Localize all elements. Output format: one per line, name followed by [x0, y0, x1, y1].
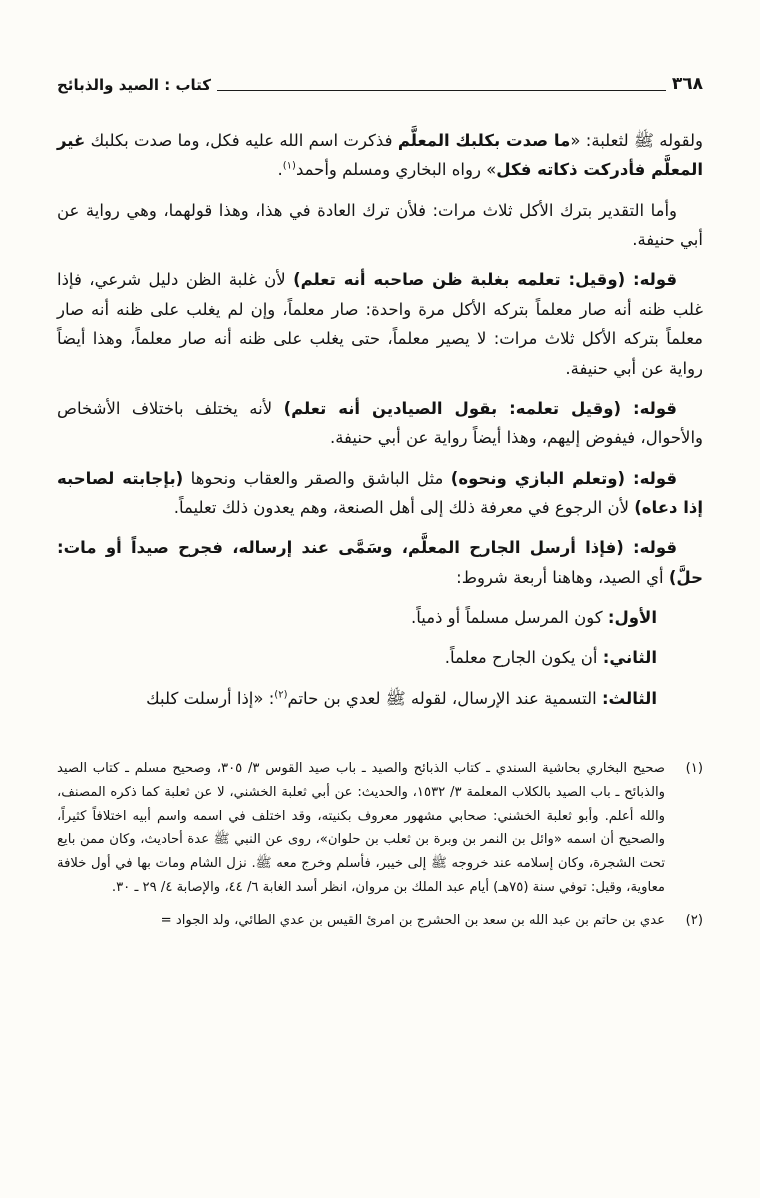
emphasis-text: قوله: (وقيل تعلمه: بقول الصيادين أنه تعلم) [283, 398, 677, 418]
emphasis-text: قوله: (فإذا أرسل الجارح المعلَّم، وسَمَّى عند إرساله، فجرح صيداً أو مات: حلَّ) [57, 538, 703, 587]
footnotes [57, 757, 703, 932]
text-run: لأن غلبة الظن دليل شرعي، فإذا غلب ظنه أنه صار معلماً بتركه الأكل مرة واحدة: صار معلماً، وإن لم يغلب على ظنه أنه صار معلماً بتركه الأكل ثلاث مرات: لا يصير معلماً، حتى يغلب على ظنه أنه صار معلماً، وهذا أيضاً رواية عن أبي حنيفة. [57, 270, 703, 378]
paragraph [57, 265, 703, 382]
footnote-marker: (٢) [685, 912, 703, 928]
text-run: لأن الرجوع في معرفة ذلك إلى أهل الصنعة، وهم يعدون ذلك تعليماً. [173, 497, 635, 517]
page-header [57, 74, 703, 94]
footnote-marker: (١) [685, 761, 703, 777]
footnote-text: صحيح البخاري بحاشية السندي ـ كتاب الذبائح والصيد ـ باب صيد القوس ٣/ ٣٠٥، وصحيح مسلم ـ كتاب الصيد والذبائح ـ باب الصيد بالكلاب المعلمة ٣/ ١٥٣٢، والحديث: عن أبي ثعلبة الخشني، لا عن ثعلبة كما ذكره المصنف، والله أعلم. وأبو ثعلبة الخشني: صحابي مشهور معروف بكنيته، وقد اختلف في اسمه واسم أبيه اختلافاً كثيراً، والصحيح أن اسمه «وائل بن النمر بن وبرة بن ثعلب بن حلوان»، روى عن النبي ﷺ عدة أحاديث، وكان ممن بايع تحت الشجرة، وكان إسلامه عند خروجه ﷺ إلى خيبر، فأسلم وخرج معه ﷺ. نزل الشام ومات بها في أول خلافة معاوية، وقيل: توفي سنة (٧٥هـ) أيام عبد الملك بن مروان، انظر أسد الغابة ٦/ ٤٤، والإصابة ٤/ ٢٩ ـ ٣٠. [57, 761, 666, 895]
text-run: أن يكون الجارح معلماً. [444, 648, 603, 668]
emphasis-text: (بإجابته لصاحبه إذا دعاه) [57, 468, 703, 517]
paragraph [57, 394, 703, 453]
paragraph [57, 533, 703, 592]
text-run: التسمية عند الإرسال، لقوله ﷺ لعدي بن حاتم [287, 688, 602, 708]
text-run: لأنه يختلف باختلاف الأشخاص والأحوال، فيفوض إليهم، وهذا أيضاً رواية عن أبي حنيفة. [57, 398, 703, 448]
text-run: فذكرت اسم الله عليه فكل، وما صدت بكلبك [85, 131, 398, 150]
emphasis-text: قوله: (وتعلم البازي ونحوه) [450, 468, 677, 488]
chapter-title: كتاب : الصيد والذبائح [57, 76, 212, 94]
paragraph [57, 464, 703, 523]
page-number: ٣٦٨ [671, 74, 703, 94]
text-run: كون المرسل مسلماً أو ذمياً. [411, 608, 608, 628]
text-run: . [277, 160, 283, 180]
text-run: مثل الباشق والصقر والعقاب ونحوها [183, 468, 451, 488]
text-run: ولقوله ﷺ لثعلبة: « [570, 131, 703, 150]
paragraph [57, 126, 703, 185]
footnote-ref: (١) [282, 160, 296, 172]
paragraph [57, 196, 703, 255]
text-run: : «إذا أرسلت كلبك [146, 688, 275, 708]
emphasis-text: الثالث: [601, 688, 657, 708]
emphasis-text: الأول: [607, 608, 657, 628]
emphasis-text: ما صدت بكلبك المعلَّم [397, 131, 571, 150]
text-run: أي الصيد، وهاهنا أربعة شروط: [456, 567, 669, 587]
footnote-ref: (٢) [274, 689, 288, 701]
footnote-item [57, 909, 703, 933]
footnote-text: عدي بن حاتم بن عبد الله بن سعد بن الحشرج بن امرئ القيس بن عدي الطائي، ولد الجواد = [160, 912, 665, 928]
text-run: » رواه البخاري ومسلم وأحمد [295, 160, 497, 180]
footnote-item [57, 757, 703, 900]
emphasis-text: قوله: (وقيل: تعلمه بغلبة ظن صاحبه أنه تعلم) [293, 270, 677, 290]
emphasis-text: غير المعلَّم فأدركت ذكاته فكل [57, 131, 703, 180]
text-run: وأما التقدير بترك الأكل ثلاث مرات: فلأن ترك العادة في هذا، وهذا قولهما، وهي رواية عن أبي حنيفة. [57, 200, 703, 250]
body-text [57, 126, 703, 713]
paragraph [57, 603, 703, 632]
paragraph [57, 684, 703, 713]
header-rule [217, 90, 666, 91]
emphasis-text: الثاني: [602, 648, 657, 668]
paragraph [57, 643, 703, 672]
